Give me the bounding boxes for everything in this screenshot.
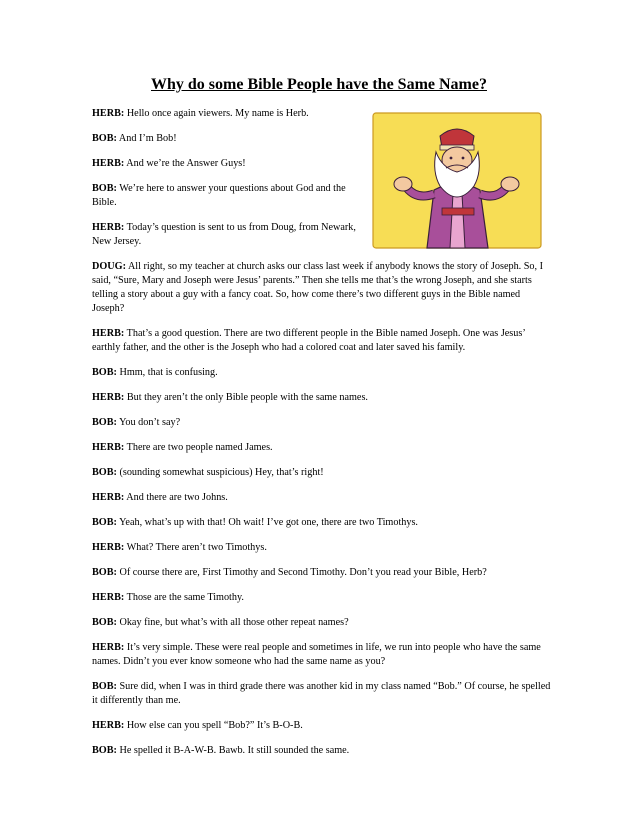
dialogue-line	[92, 744, 552, 758]
dialogue-line	[92, 541, 552, 555]
dialogue-text: Yeah, what’s up with that! Oh wait! I’ve got one, there are two Timothys.	[116, 517, 418, 528]
dialogue-text: (sounding somewhat suspicious) Hey, that’s right!	[116, 467, 324, 478]
dialogue-line	[92, 616, 552, 630]
speaker-label: BOB:	[92, 517, 117, 528]
speaker-label: BOB:	[92, 183, 117, 194]
dialogue-text: It’s very simple. These were real people and sometimes in life, we run into people who have the same names. Didn’t you ever know someone who had the same name as you?	[92, 642, 541, 667]
speaker-label: HERB:	[92, 222, 125, 233]
dialogue-text: We’re here to answer your questions about God and the Bible.	[92, 183, 346, 208]
dialogue-line	[92, 680, 552, 708]
dialogue-text: Hello once again viewers. My name is Herb.	[124, 108, 309, 119]
speaker-label: HERB:	[92, 492, 125, 503]
dialogue-text: Hmm, that is confusing.	[116, 367, 218, 378]
dialogue-text: He spelled it B-A-W-B. Bawb. It still sounded the same.	[116, 745, 350, 756]
dialogue-line	[92, 327, 552, 355]
dialogue-line	[92, 719, 552, 733]
dialogue-text: But they aren’t the only Bible people with the same names.	[124, 392, 368, 403]
dialogue-line	[92, 516, 552, 530]
dialogue-text: And there are two Johns.	[124, 492, 228, 503]
document-title: Why do some Bible People have the Same Name?	[151, 76, 487, 93]
dialogue-line	[92, 491, 552, 505]
speaker-label: BOB:	[92, 417, 117, 428]
speaker-label: BOB:	[92, 681, 117, 692]
dialogue-text: And we’re the Answer Guys!	[124, 158, 246, 169]
speaker-label: BOB:	[92, 745, 117, 756]
speaker-label: BOB:	[92, 133, 117, 144]
dialogue-line	[92, 416, 552, 430]
dialogue-line	[92, 466, 552, 480]
speaker-label: BOB:	[92, 467, 117, 478]
dialogue-text: Those are the same Timothy.	[124, 592, 244, 603]
dialogue-text: Okay fine, but what’s with all those other repeat names?	[116, 617, 349, 628]
dialogue-text: Of course there are, First Timothy and Second Timothy. Don’t you read your Bible, Herb?	[116, 567, 487, 578]
dialogue-text: There are two people named James.	[124, 442, 273, 453]
speaker-label: BOB:	[92, 367, 117, 378]
dialogue-text: All right, so my teacher at church asks our class last week if anybody knows the story of Joseph. So, I said, “Sure, Mary and Joseph were Jesus’ parents.” Then she tells me that’s the wrong Joseph, and she starts telling a story about a guy with a fancy coat. So, how come there’s two different guys in the Bible named Joseph?	[92, 261, 544, 314]
dialogue-line	[92, 366, 552, 380]
dialogue-text: That’s a good question. There are two different people in the Bible named Joseph. One was Jesus’ earthly father, and the other is the Joseph who had a colored coat and later saved his family.	[92, 328, 525, 353]
speaker-label: HERB:	[92, 328, 125, 339]
speaker-label: HERB:	[92, 392, 125, 403]
dialogue-text: And I’m Bob!	[116, 133, 177, 144]
speaker-label: HERB:	[92, 592, 125, 603]
dialogue-text: You don’t say?	[116, 417, 181, 428]
dialogue-line	[92, 157, 552, 171]
dialogue-text: What? There aren’t two Timothys.	[124, 542, 267, 553]
speaker-label: HERB:	[92, 720, 125, 731]
speaker-label: HERB:	[92, 442, 125, 453]
dialogue-line	[92, 132, 552, 146]
dialogue-text: Sure did, when I was in third grade there was another kid in my class named “Bob.” Of course, he spelled it differently than me.	[92, 681, 551, 706]
dialogue-text: How else can you spell “Bob?” It’s B-O-B.	[124, 720, 303, 731]
dialogue-line	[92, 641, 552, 669]
dialogue-line	[92, 441, 552, 455]
dialogue-line	[92, 221, 370, 249]
dialogue-transcript	[92, 107, 552, 769]
dialogue-text: Today’s question is sent to us from Doug, from Newark, New Jersey.	[92, 222, 356, 247]
speaker-label: HERB:	[92, 108, 125, 119]
dialogue-line	[92, 107, 552, 121]
speaker-label: HERB:	[92, 158, 125, 169]
dialogue-line	[92, 260, 552, 316]
dialogue-line	[92, 182, 370, 210]
speaker-label: HERB:	[92, 542, 125, 553]
dialogue-line	[92, 566, 552, 580]
dialogue-line	[92, 591, 552, 605]
speaker-label: HERB:	[92, 642, 125, 653]
speaker-label: BOB:	[92, 567, 117, 578]
speaker-label: DOUG:	[92, 261, 126, 272]
speaker-label: BOB:	[92, 617, 117, 628]
dialogue-line	[92, 391, 552, 405]
